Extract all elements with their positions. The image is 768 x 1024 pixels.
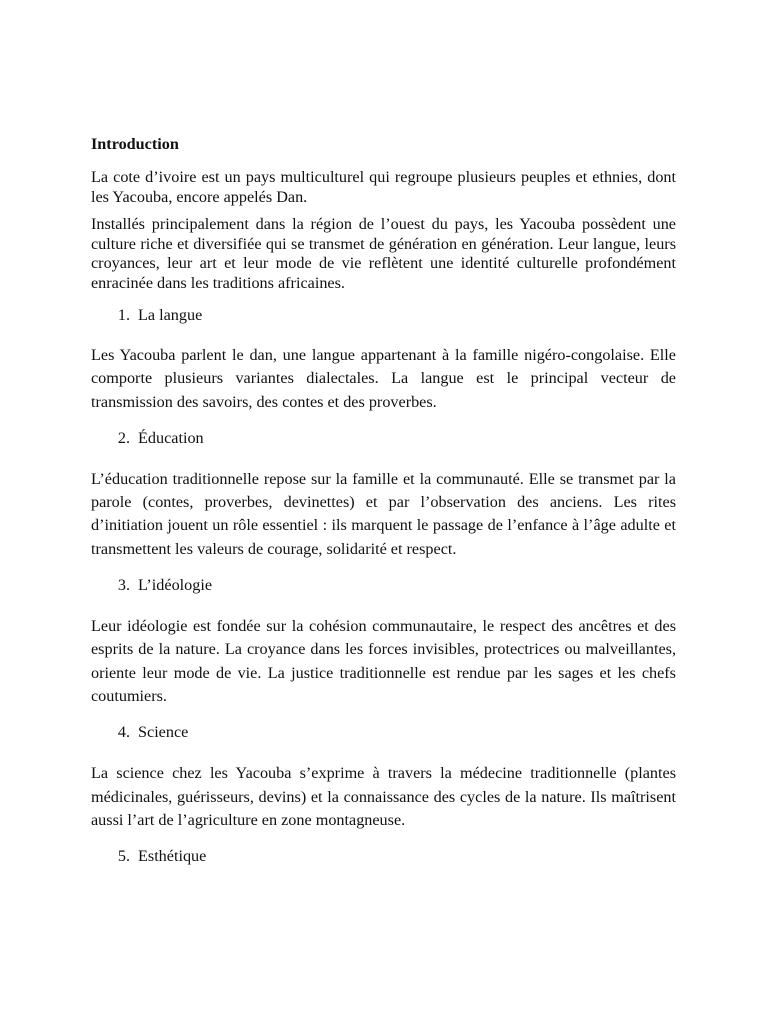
- section-number: 3.: [117, 576, 130, 595]
- section-title: Science: [138, 723, 189, 742]
- section-body-langue: Les Yacouba parlent le dan, une langue appartenant à la famille nigéro-congolaise. Elle comporte plusieurs variantes dialectales. La langue est le principal vecteur de transmission des savoirs, des contes et des proverbes.: [91, 346, 676, 411]
- section-heading-langue: [91, 305, 676, 325]
- section-number: 2.: [117, 428, 130, 447]
- intro-paragraph-2: Installés principalement dans la région de l’ouest du pays, les Yacouba possèdent une culture riche et diversifiée qui se transmet de génération en génération. Leur langue, leurs croyances, leur art et leur mode de vie reflètent une identité culturelle profondément enracinée dans les traditions africaines.: [91, 215, 676, 292]
- section-body-ideologie: Leur idéologie est fondée sur la cohésion communautaire, le respect des ancêtres et des esprits de la nature. La croyance dans les forces invisibles, protectrices ou malveillantes, oriente leur mode de vie. La justice traditionnelle est rendue par les sages et les chefs coutumiers.: [91, 617, 676, 705]
- document-page: [91, 134, 676, 886]
- section-number: 1.: [117, 306, 130, 324]
- section-body-education: L’éducation traditionnelle repose sur la famille et la communauté. Elle se transmet par la parole (contes, proverbes, devinettes) et par l’observation des anciens. Les rites d’initiation jouent un rôle essentiel : ils marquent le passage de l’enfance à l’âge adulte et transmettent les valeurs de courage, solidarité et respect.: [91, 469, 676, 558]
- document-title: Introduction: [91, 135, 179, 153]
- section-number: 5.: [117, 847, 130, 866]
- section-heading-science: [91, 722, 676, 742]
- section-heading-esthetique: [91, 846, 676, 866]
- section-number: 4.: [117, 723, 130, 742]
- intro-paragraph-1: La cote d’ivoire est un pays multiculturel qui regroupe plusieurs peuples et ethnies, dont les Yacouba, encore appelés Dan.: [91, 168, 676, 206]
- section-heading-education: [91, 428, 676, 448]
- section-title: Éducation: [138, 428, 204, 447]
- section-heading-ideologie: [91, 575, 676, 595]
- section-title: La langue: [138, 306, 203, 324]
- section-title: L’idéologie: [138, 576, 213, 595]
- section-body-science: La science chez les Yacouba s’exprime à travers la médecine traditionnelle (plantes médicinales, guérisseurs, devins) et la connaissance des cycles de la nature. Ils maîtrisent aussi l’art de l’agriculture en zone montagneuse.: [91, 764, 676, 829]
- section-title: Esthétique: [138, 847, 207, 866]
